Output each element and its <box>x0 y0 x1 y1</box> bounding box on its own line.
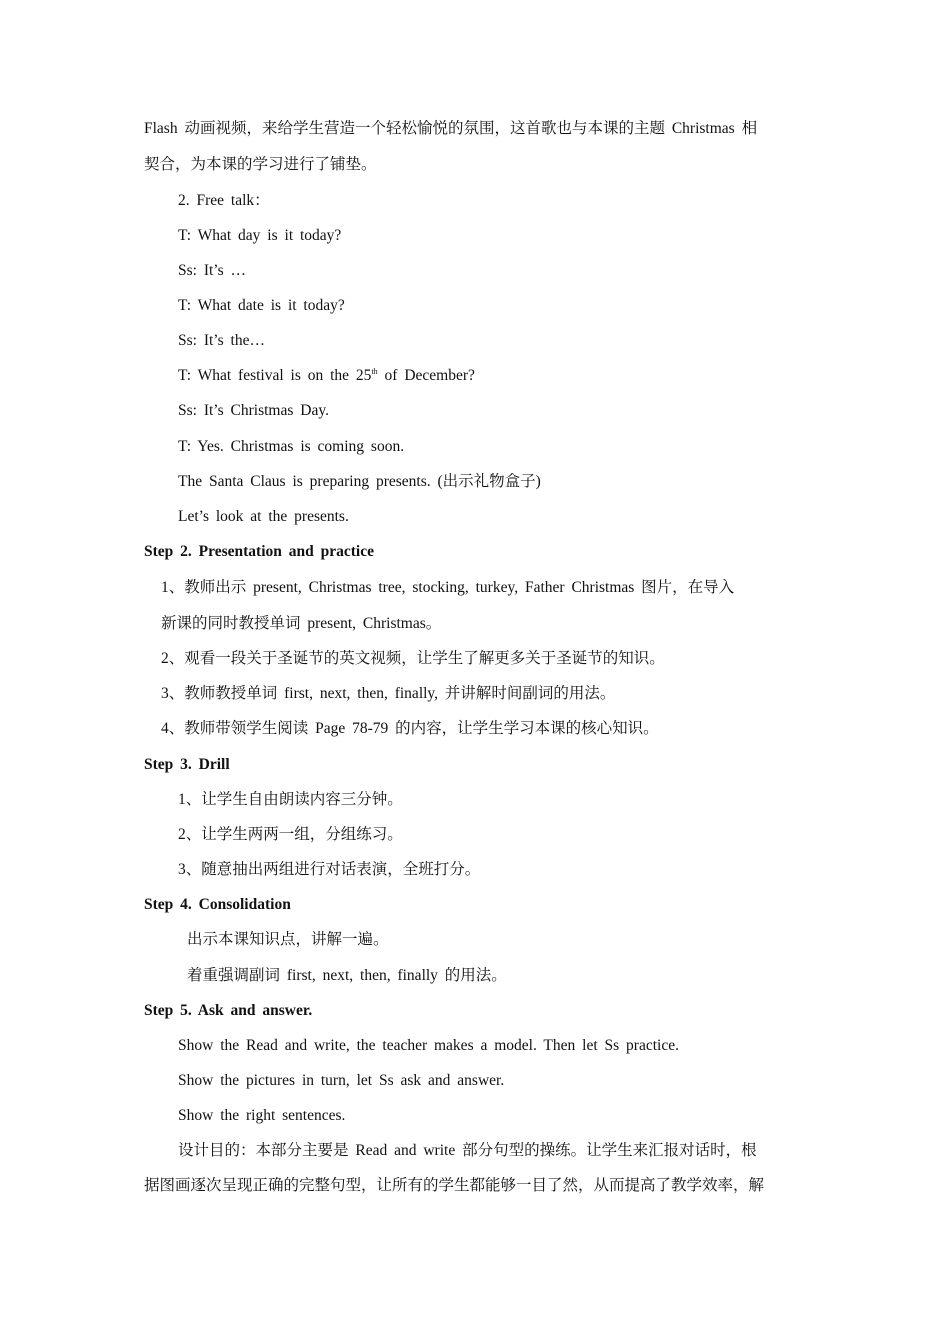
list-item: 1、让学生自由朗读内容三分钟。 <box>178 791 403 808</box>
list-item: 3、教师教授单词 first, next, then, finally, 并讲解时间副词的用法。 <box>161 685 616 702</box>
list-item-continuation: 新课的同时教授单词 present, Christmas。 <box>161 615 442 632</box>
list-item: 2、观看一段关于圣诞节的英文视频，让学生了解更多关于圣诞节的知识。 <box>161 650 665 667</box>
dialogue-line: The Santa Claus is preparing presents. (出示礼物盒子) <box>178 473 541 490</box>
list-item: 4、教师带领学生阅读 Page 78-79 的内容，让学生学习本课的核心知识。 <box>161 720 659 737</box>
design-purpose-line-1: 设计目的：本部分主要是 Read and write 部分句型的操练。让学生来汇报对话时，根 <box>178 1142 757 1159</box>
intro-line-2: 契合，为本课的学习进行了铺垫。 <box>144 156 377 173</box>
dialogue-text: T: What festival is on the 25 <box>178 367 372 384</box>
list-item: 出示本课知识点，讲解一遍。 <box>187 931 389 948</box>
list-item: 1、教师出示 present, Christmas tree, stocking, turkey, Father Christmas 图片，在导入 <box>161 579 735 596</box>
dialogue-line <box>178 366 475 386</box>
dialogue-line: Ss: It’s the… <box>178 332 265 349</box>
step-2-heading: Step 2. Presentation and practice <box>144 543 374 560</box>
list-item: 2、让学生两两一组，分组练习。 <box>178 826 403 843</box>
dialogue-line: T: Yes. Christmas is coming soon. <box>178 438 405 455</box>
step-5-heading: Step 5. Ask and answer. <box>144 1002 313 1019</box>
list-item: 3、随意抽出两组进行对话表演，全班打分。 <box>178 861 481 878</box>
dialogue-text: of December? <box>377 367 475 384</box>
dialogue-line: Let’s look at the presents. <box>178 508 349 525</box>
list-item: Show the pictures in turn, let Ss ask and answer. <box>178 1072 505 1089</box>
step-4-heading: Step 4. Consolidation <box>144 896 291 913</box>
list-item: Show the Read and write, the teacher makes a model. Then let Ss practice. <box>178 1037 679 1054</box>
list-item: 着重强调副词 first, next, then, finally 的用法。 <box>187 967 507 984</box>
dialogue-line: T: What day is it today? <box>178 227 342 244</box>
intro-line-1: Flash 动画视频，来给学生营造一个轻松愉悦的氛围，这首歌也与本课的主题 Christmas 相 <box>144 120 758 137</box>
dialogue-line: T: What date is it today? <box>178 297 345 314</box>
list-item: Show the right sentences. <box>178 1107 346 1124</box>
step-3-heading: Step 3. Drill <box>144 756 230 773</box>
ordinal-suffix: th <box>371 367 378 376</box>
dialogue-line: Ss: It’s Christmas Day. <box>178 402 329 419</box>
design-purpose-line-2: 据图画逐次呈现正确的完整句型，让所有的学生都能够一目了然，从而提高了教学效率，解 <box>144 1177 765 1194</box>
free-talk-heading: 2. Free talk： <box>178 192 270 209</box>
dialogue-line: Ss: It’s … <box>178 262 247 279</box>
